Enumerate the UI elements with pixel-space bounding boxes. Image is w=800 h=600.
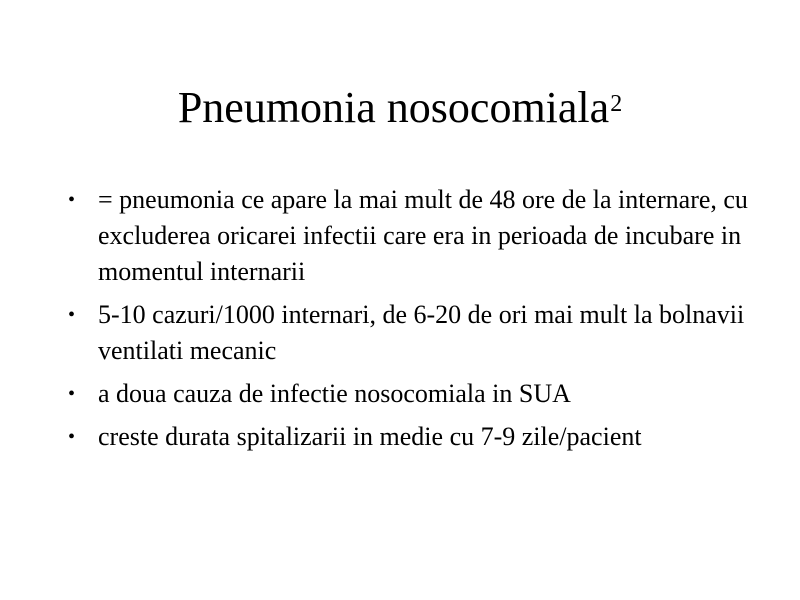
bullet-text: a doua cauza de infectie nosocomiala in SUA	[98, 379, 571, 408]
bullet-text: creste durata spitalizarii in medie cu 7-9 zile/pacient	[98, 422, 642, 451]
bullet-icon: •	[68, 426, 76, 448]
slide-title	[0, 82, 800, 134]
bullet-item-cause-rank	[68, 376, 748, 412]
bullet-list	[68, 182, 748, 462]
bullet-icon: •	[68, 189, 76, 211]
bullet-text: 5-10 cazuri/1000 internari, de 6-20 de ori mai mult la bolnavii ventilati mecanic	[98, 300, 745, 365]
bullet-item-definition	[68, 182, 748, 290]
bullet-item-hospital-stay	[68, 419, 748, 455]
bullet-icon: •	[68, 304, 76, 326]
bullet-icon: •	[68, 383, 76, 405]
slide-title-text: Pneumonia nosocomiala	[177, 83, 610, 132]
slide-title-superscript: 2	[610, 91, 623, 117]
bullet-item-incidence	[68, 297, 748, 369]
bullet-text: = pneumonia ce apare la mai mult de 48 ore de la internare, cu excluderea oricarei infectii care era in perioada de incubare in momentul internarii	[98, 185, 748, 286]
